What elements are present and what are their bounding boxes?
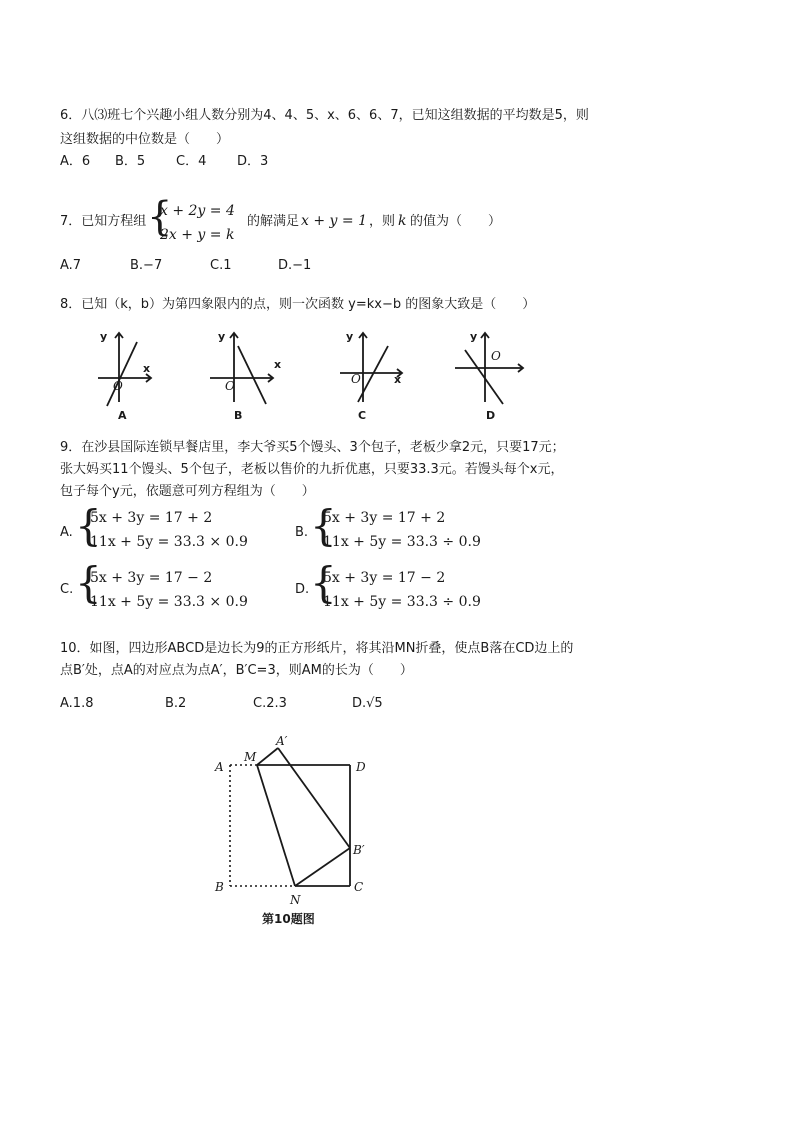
q9-line1: 9．在沙县国际连锁早餐店里，李大爷买5个馒头、3个包子，老板少拿2元，只要17元； (60, 440, 565, 455)
origin-label: O (113, 379, 123, 393)
q9-option-c-label: C. (60, 582, 74, 597)
q7-option-c: C.1 (210, 258, 232, 273)
q10-line1: 10．如图，四边形ABCD是边长为9的正方形纸片，将其沿MN折叠，使点B落在CD边上的 (60, 641, 574, 656)
origin-label: O (225, 379, 235, 393)
q7-suffix2: 的值为（ ） (410, 214, 502, 229)
label-a: A (215, 760, 224, 774)
q9-option-a-brace: { (75, 501, 102, 550)
q10-caption: 第10题图 (262, 912, 315, 926)
q10-line2: 点B′处，点A的对应点为点A′，B′C=3，则AM的长为（ ） (60, 663, 413, 678)
q9-option-b-label: B. (295, 525, 309, 540)
q6-option-c: C．4 (176, 154, 207, 169)
q7-condition: x + y = 1 (301, 213, 367, 229)
q9-option-b-eq2: 11x + 5y = 33.3 ÷ 0.9 (323, 534, 481, 550)
label-b-prime: B′ (353, 843, 365, 857)
x-label: x (274, 358, 282, 371)
function-line (107, 342, 137, 406)
q9-option-d-label: D. (295, 582, 310, 597)
q9-option-c-brace: { (75, 558, 102, 607)
q9-option-a-eq1: 5x + 3y = 17 + 2 (90, 510, 213, 526)
function-line (238, 346, 266, 404)
q8-stem: 8．已知（k，b）为第四象限内的点，则一次函数 y=kx−b 的图象大致是（ ） (60, 297, 536, 312)
q8-label-d: D (486, 409, 496, 422)
q6-line2: 这组数据的中位数是（ ） (60, 132, 230, 147)
q7-eq2: 2x + y = k (160, 227, 235, 243)
q7-middle: 的解满足 (247, 214, 300, 229)
y-label: y (470, 330, 478, 343)
q8-graph-d (453, 330, 533, 410)
q8-label-a: A (118, 409, 127, 422)
q7-option-a: A.7 (60, 258, 82, 273)
edge-a-prime-b-prime (278, 748, 350, 848)
label-c: C (354, 880, 364, 894)
q9-option-b-eq1: 5x + 3y = 17 + 2 (323, 510, 446, 526)
origin-label: O (351, 372, 361, 386)
label-a-prime: A′ (276, 734, 288, 748)
y-label: y (218, 330, 226, 343)
q7-prefix: 7．已知方程组 (60, 214, 147, 229)
q9-line2: 张大妈买11个馒头、5个包子，老板以售价的九折优惠，只要33.3元。若馒头每个x元， (60, 462, 564, 477)
y-label: y (100, 330, 108, 343)
q9-option-b-brace: { (310, 501, 337, 550)
q9-option-a-label: A. (60, 525, 73, 540)
x-label: x (394, 373, 402, 386)
q9-option-d-brace: { (310, 558, 337, 607)
q9-option-c-eq2: 11x + 5y = 33.3 × 0.9 (90, 594, 248, 610)
q9-option-c-eq1: 5x + 3y = 17 − 2 (90, 570, 213, 586)
label-d: D (356, 760, 366, 774)
q8-label-c: C (358, 409, 367, 422)
fold-line-mn (257, 765, 295, 886)
q7-k: k (398, 213, 407, 229)
q8-graph-c (338, 330, 418, 410)
q7-option-d: D.−1 (278, 258, 312, 273)
q8-graph-b (208, 330, 288, 410)
q6-option-a: A．6 (60, 154, 91, 169)
q10-option-a: A.1.8 (60, 696, 94, 711)
label-n: N (290, 893, 301, 907)
q9-option-d-eq2: 11x + 5y = 33.3 ÷ 0.9 (323, 594, 481, 610)
x-label: x (143, 362, 151, 375)
q7-brace: { (147, 194, 173, 240)
origin-label: O (491, 349, 501, 363)
q8-label-b: B (234, 409, 243, 422)
q7-option-b: B.−7 (130, 258, 163, 273)
q9-option-a-eq2: 11x + 5y = 33.3 × 0.9 (90, 534, 248, 550)
edge-nb-prime (295, 848, 350, 886)
label-b: B (215, 880, 224, 894)
q7-eq1: x + 2y = 4 (160, 203, 235, 219)
q6-option-d: D．3 (237, 154, 269, 169)
y-label: y (346, 330, 354, 343)
q10-figure (200, 730, 400, 930)
q9-line3: 包子每个y元，依题意可列方程组为（ ） (60, 484, 315, 499)
q6-line1: 6．八⑶班七个兴趣小组人数分别为4、4、5、x、6、6、7，已知这组数据的平均数是5，则 (60, 108, 589, 123)
q10-option-c: C.2.3 (253, 696, 287, 711)
label-m: M (244, 750, 257, 764)
q6-option-b: B．5 (115, 154, 146, 169)
q7-suffix1: ，则 (369, 214, 396, 229)
q8-graph-a (93, 330, 153, 410)
q9-option-d-eq1: 5x + 3y = 17 − 2 (323, 570, 446, 586)
q10-option-b: B.2 (165, 696, 187, 711)
q10-option-d: D.√5 (352, 696, 383, 711)
edge-ma-prime (257, 748, 278, 765)
